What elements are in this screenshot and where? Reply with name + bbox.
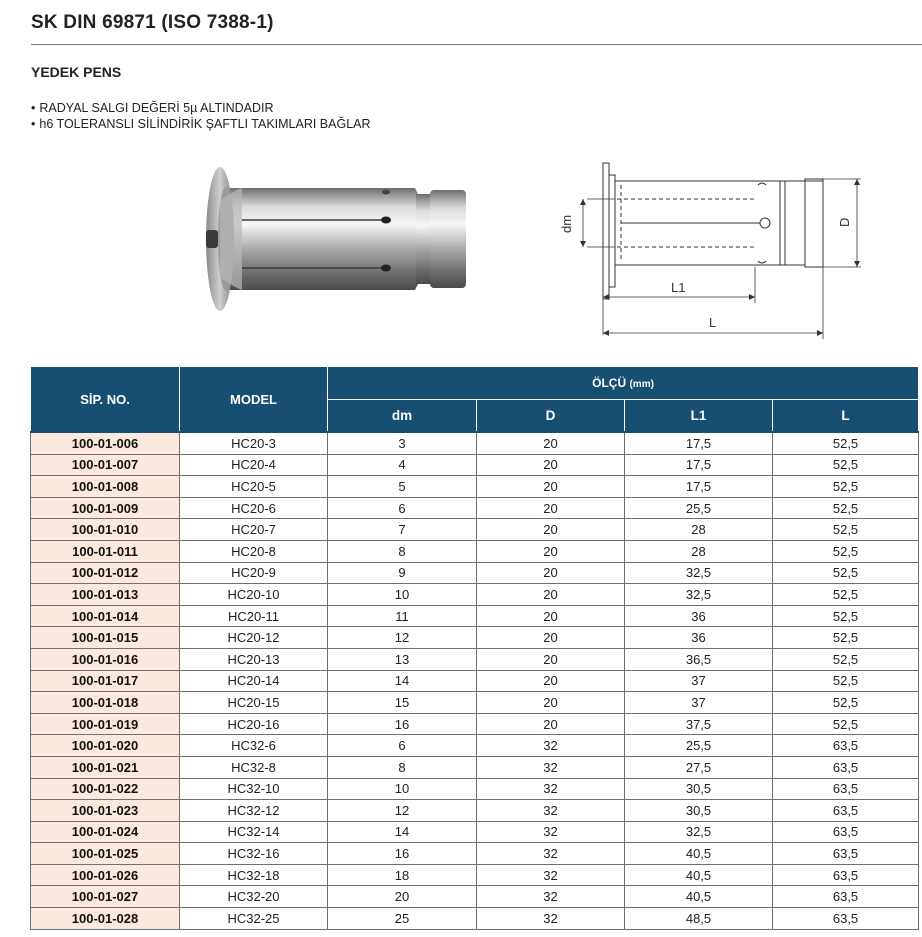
cell-sip-no: 100-01-007: [31, 454, 180, 476]
cell-d: 20: [477, 562, 625, 584]
cell-l1: 30,5: [625, 800, 773, 822]
cell-sip-no: 100-01-006: [31, 432, 180, 454]
header-model: MODEL: [180, 367, 328, 433]
cell-d: 20: [477, 476, 625, 498]
header-olcu-label: ÖLÇÜ: [592, 376, 627, 390]
cell-dm: 13: [328, 648, 477, 670]
cell-dm: 16: [328, 843, 477, 865]
table-row: [31, 821, 919, 843]
cell-model: HC32-14: [180, 821, 328, 843]
l1-label: L1: [671, 280, 686, 295]
cell-d: 20: [477, 670, 625, 692]
cell-model: HC20-14: [180, 670, 328, 692]
cell-dm: 12: [328, 800, 477, 822]
cell-d: 20: [477, 454, 625, 476]
cell-d: 20: [477, 497, 625, 519]
cell-d: 32: [477, 821, 625, 843]
cell-model: HC32-25: [180, 908, 328, 930]
cell-sip-no: 100-01-020: [31, 735, 180, 757]
cell-l1: 25,5: [625, 497, 773, 519]
cell-d: 20: [477, 627, 625, 649]
cell-l1: 17,5: [625, 454, 773, 476]
cell-sip-no: 100-01-015: [31, 627, 180, 649]
cell-l: 52,5: [773, 432, 919, 454]
cell-l1: 37: [625, 692, 773, 714]
cell-sip-no: 100-01-008: [31, 476, 180, 498]
table-row: [31, 476, 919, 498]
cell-model: HC32-18: [180, 864, 328, 886]
feature-item: • RADYAL SALGI DEĞERİ 5µ ALTINDADIR: [31, 100, 371, 116]
cell-d: 32: [477, 756, 625, 778]
cell-l: 52,5: [773, 454, 919, 476]
cell-l1: 37,5: [625, 713, 773, 735]
cell-d: 20: [477, 519, 625, 541]
cell-l1: 28: [625, 540, 773, 562]
cell-d: 32: [477, 843, 625, 865]
cell-model: HC20-7: [180, 519, 328, 541]
cell-dm: 14: [328, 821, 477, 843]
cell-l1: 32,5: [625, 562, 773, 584]
cell-l: 52,5: [773, 648, 919, 670]
cell-sip-no: 100-01-019: [31, 713, 180, 735]
table-row: [31, 432, 919, 454]
cell-dm: 12: [328, 627, 477, 649]
table-row: [31, 843, 919, 865]
cell-l: 52,5: [773, 605, 919, 627]
table-row: [31, 519, 919, 541]
table-row: [31, 540, 919, 562]
cell-sip-no: 100-01-009: [31, 497, 180, 519]
table-row: [31, 756, 919, 778]
cell-model: HC20-15: [180, 692, 328, 714]
cell-model: HC32-20: [180, 886, 328, 908]
cell-sip-no: 100-01-028: [31, 908, 180, 930]
table-row: [31, 497, 919, 519]
collet-photo: [190, 160, 475, 315]
table-row: [31, 908, 919, 930]
cell-dm: 10: [328, 778, 477, 800]
cell-sip-no: 100-01-021: [31, 756, 180, 778]
cell-d: 32: [477, 886, 625, 908]
cell-dm: 8: [328, 756, 477, 778]
cell-model: HC20-11: [180, 605, 328, 627]
cell-model: HC20-13: [180, 648, 328, 670]
cell-d: 32: [477, 778, 625, 800]
cell-l: 52,5: [773, 497, 919, 519]
cell-d: 20: [477, 713, 625, 735]
l-label: L: [709, 315, 717, 330]
table-row: [31, 562, 919, 584]
cell-l: 52,5: [773, 670, 919, 692]
cell-l: 52,5: [773, 584, 919, 606]
cell-dm: 3: [328, 432, 477, 454]
header-l1: L1: [625, 400, 773, 433]
table-row: [31, 713, 919, 735]
cell-l1: 36: [625, 605, 773, 627]
header-olcu-group: [328, 367, 919, 400]
header-sip-no: SİP. NO.: [31, 367, 180, 433]
cell-model: HC20-9: [180, 562, 328, 584]
cell-model: HC20-8: [180, 540, 328, 562]
cell-l1: 30,5: [625, 778, 773, 800]
cell-dm: 16: [328, 713, 477, 735]
cell-l: 63,5: [773, 908, 919, 930]
cell-sip-no: 100-01-024: [31, 821, 180, 843]
cell-model: HC32-8: [180, 756, 328, 778]
cell-dm: 14: [328, 670, 477, 692]
cell-l: 52,5: [773, 540, 919, 562]
cell-d: 32: [477, 864, 625, 886]
cell-dm: 15: [328, 692, 477, 714]
cell-l1: 25,5: [625, 735, 773, 757]
header-d: D: [477, 400, 625, 433]
cell-dm: 7: [328, 519, 477, 541]
cell-l1: 40,5: [625, 886, 773, 908]
cell-l: 63,5: [773, 778, 919, 800]
cell-model: HC32-10: [180, 778, 328, 800]
cell-dm: 25: [328, 908, 477, 930]
cell-d: 20: [477, 605, 625, 627]
table-row: [31, 692, 919, 714]
cell-l1: 36: [625, 627, 773, 649]
cell-sip-no: 100-01-017: [31, 670, 180, 692]
cell-model: HC32-12: [180, 800, 328, 822]
cell-l1: 27,5: [625, 756, 773, 778]
table-row: [31, 735, 919, 757]
cell-dm: 4: [328, 454, 477, 476]
cell-dm: 11: [328, 605, 477, 627]
cell-dm: 18: [328, 864, 477, 886]
dm-label: dm: [559, 214, 574, 233]
cell-l1: 36,5: [625, 648, 773, 670]
title-divider: [31, 44, 922, 45]
cell-sip-no: 100-01-013: [31, 584, 180, 606]
cell-sip-no: 100-01-022: [31, 778, 180, 800]
technical-drawing: [555, 155, 865, 345]
cell-l1: 48,5: [625, 908, 773, 930]
cell-dm: 6: [328, 735, 477, 757]
table-row: [31, 627, 919, 649]
cell-l: 63,5: [773, 821, 919, 843]
cell-d: 20: [477, 432, 625, 454]
cell-l: 63,5: [773, 756, 919, 778]
cell-l: 63,5: [773, 843, 919, 865]
header-l: L: [773, 400, 919, 433]
cell-l: 52,5: [773, 476, 919, 498]
cell-l: 63,5: [773, 800, 919, 822]
cell-l: 63,5: [773, 886, 919, 908]
cell-l1: 37: [625, 670, 773, 692]
spec-table-body: [31, 432, 919, 929]
cell-l: 63,5: [773, 864, 919, 886]
page-title: SK DIN 69871 (ISO 7388-1): [31, 12, 274, 33]
cell-dm: 8: [328, 540, 477, 562]
table-row: [31, 605, 919, 627]
cell-l: 52,5: [773, 562, 919, 584]
cell-sip-no: 100-01-018: [31, 692, 180, 714]
cell-model: HC20-3: [180, 432, 328, 454]
cell-model: HC32-16: [180, 843, 328, 865]
cell-dm: 9: [328, 562, 477, 584]
cell-sip-no: 100-01-016: [31, 648, 180, 670]
cell-d: 20: [477, 692, 625, 714]
cell-dm: 5: [328, 476, 477, 498]
cell-model: HC20-6: [180, 497, 328, 519]
cell-d: 20: [477, 540, 625, 562]
cell-l1: 17,5: [625, 476, 773, 498]
cell-l1: 32,5: [625, 821, 773, 843]
table-row: [31, 864, 919, 886]
cell-d: 20: [477, 648, 625, 670]
cell-l1: 32,5: [625, 584, 773, 606]
cell-model: HC20-4: [180, 454, 328, 476]
d-label: D: [837, 217, 852, 227]
table-row: [31, 584, 919, 606]
cell-model: HC20-5: [180, 476, 328, 498]
cell-sip-no: 100-01-027: [31, 886, 180, 908]
cell-model: HC32-6: [180, 735, 328, 757]
cell-l: 52,5: [773, 519, 919, 541]
cell-l1: 28: [625, 519, 773, 541]
cell-sip-no: 100-01-012: [31, 562, 180, 584]
cell-model: HC20-12: [180, 627, 328, 649]
cell-model: HC20-10: [180, 584, 328, 606]
cell-d: 32: [477, 908, 625, 930]
cell-l: 63,5: [773, 735, 919, 757]
cell-l: 52,5: [773, 692, 919, 714]
cell-l: 52,5: [773, 627, 919, 649]
cell-l1: 40,5: [625, 843, 773, 865]
cell-sip-no: 100-01-023: [31, 800, 180, 822]
table-row: [31, 778, 919, 800]
cell-d: 32: [477, 735, 625, 757]
cell-l1: 17,5: [625, 432, 773, 454]
table-row: [31, 670, 919, 692]
cell-model: HC20-16: [180, 713, 328, 735]
cell-l1: 40,5: [625, 864, 773, 886]
table-row: [31, 648, 919, 670]
feature-list: [31, 100, 371, 132]
section-subtitle: YEDEK PENS: [31, 64, 122, 80]
cell-sip-no: 100-01-010: [31, 519, 180, 541]
cell-d: 32: [477, 800, 625, 822]
cell-sip-no: 100-01-025: [31, 843, 180, 865]
cell-sip-no: 100-01-014: [31, 605, 180, 627]
table-row: [31, 886, 919, 908]
cell-l: 52,5: [773, 713, 919, 735]
spec-table: [30, 366, 919, 930]
cell-sip-no: 100-01-011: [31, 540, 180, 562]
feature-item: • h6 TOLERANSLI SİLİNDİRİK ŞAFTLI TAKIMLARI BAĞLAR: [31, 116, 371, 132]
cell-d: 20: [477, 584, 625, 606]
cell-dm: 6: [328, 497, 477, 519]
cell-dm: 10: [328, 584, 477, 606]
cell-dm: 20: [328, 886, 477, 908]
cell-sip-no: 100-01-026: [31, 864, 180, 886]
header-olcu-unit: (mm): [629, 379, 654, 390]
table-row: [31, 454, 919, 476]
table-row: [31, 800, 919, 822]
header-dm: dm: [328, 400, 477, 433]
